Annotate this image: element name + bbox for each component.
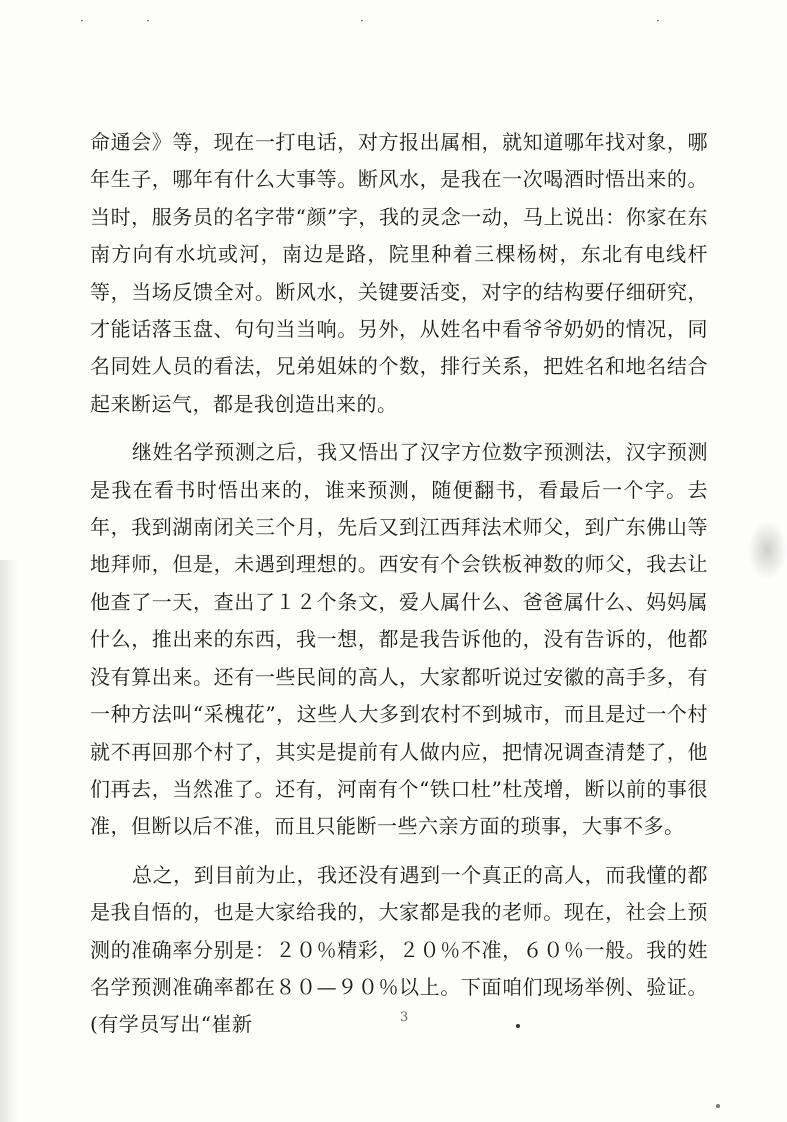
scan-mark: · [360, 14, 364, 28]
scan-mark: · [656, 14, 660, 28]
scan-edge-shadow [0, 560, 18, 1122]
scan-mark: · [80, 14, 84, 28]
scan-mark: · [146, 14, 150, 28]
body-text [90, 124, 708, 1044]
page-number: 3 [400, 1010, 409, 1025]
paragraph-2: 继姓名学预测之后，我又悟出了汉字方位数字预测法，汉字预测是我在看书时悟出来的，谁来预测，随便翻书，看最后一个字。去年，我到湖南闭关三个月，先后又到江西拜法术师父，到广东佛山等地拜师，但是，未遇到理想的。西安有个会铁板神数的师父，我去让他查了一天，查出了１２个条文，爱人属什么、爸爸属什么、妈妈属什么，推出来的东西，我一想，都是我告诉他的，没有告诉的，他都没有算出来。还有一些民间的高人，大家都听说过安徽的高手多，有一种方法叫“采槐花”，这些人大多到农村不到城市，而且是过一个村就不再回那个村了，其实是提前有人做内应，把情况调查清楚了，他们再去，当然准了。还有，河南有个“铁口杜”杜茂增，断以前的事很准，但断以后不准，而且只能断一些六亲方面的琐事，大事不多。 [90, 440, 708, 839]
scan-smudge [748, 520, 787, 580]
paragraph-3: 总之，到目前为止，我还没有遇到一个真正的高人，而我懂的都是我自悟的，也是大家给我的，大家都是我的老师。现在，社会上预测的准确率分别是：２０％精彩，２０％不准，６０％一般。我的姓名学预测准确率都在８０—９０％以上。下面咱们现场举例、验证。(有学员写出“崔新 [90, 862, 708, 1037]
scan-speck [716, 1104, 720, 1108]
scan-speck [516, 1024, 520, 1028]
paragraph-1: 命通会》等，现在一打电话，对方报出属相，就知道哪年找对象，哪年生子，哪年有什么大事等。断风水，是我在一次喝酒时悟出来的。当时，服务员的名字带“颜”字，我的灵念一动，马上说出：你家在东南方向有水坑或河，南边是路，院里种着三棵杨树，东北有电线杆等，当场反馈全对。断风水，关键要活变，对字的结构要仔细研究，才能话落玉盘、句句当当响。另外，从姓名中看爷爷奶奶的情况，同名同姓人员的看法，兄弟姐妹的个数，排行关系，把姓名和地名结合起来断运气，都是我创造出来的。 [90, 130, 708, 416]
